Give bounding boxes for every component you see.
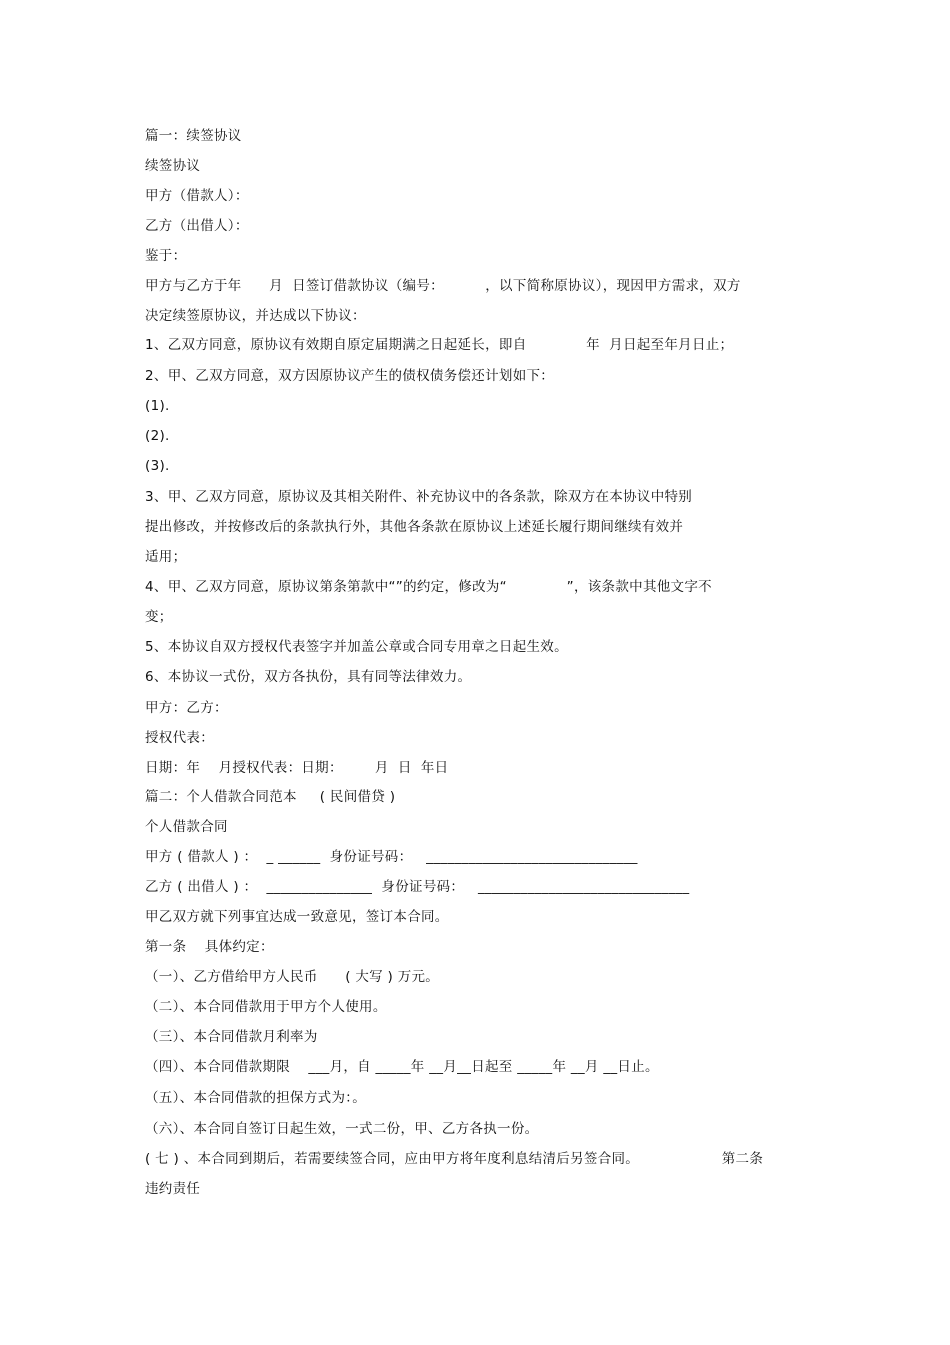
clause-3: 3、甲、乙双方同意，原协议及其相关附件、补充协议中的各条款，除双方在本协议中特别 [145,489,693,505]
clause-3-cont: 适用； [145,549,187,565]
article-two-title: 违约责任 [145,1181,201,1197]
term-2: （二）、本合同借款用于甲方个人使用。 [145,999,387,1015]
preamble-line: 甲乙双方就下列事宜达成一致意见，签订本合同。 [145,909,449,925]
signature-parties: 甲方：乙方： [145,700,228,716]
clause-5: 5、本协议自双方授权代表签字并加盖公章或合同专用章之日起生效。 [145,639,568,655]
lender-line: 乙方 ( 出借人 ) ： _______________ 身份证号码： ______________________________ [145,879,690,895]
term-4: （四）、本合同借款期限 ___月，自 _____年 __月__日起至 _____年 __月 __日止。 [145,1059,659,1075]
clause-4-cont: 变； [145,609,173,625]
party-a-line: 甲方（借款人）： [145,188,249,204]
whereas-label: 鉴于： [145,248,187,264]
plan-item-2: (2). [145,428,170,444]
clause-3-cont: 提出修改，并按修改后的条款执行外，其他各条款在原协议上述延长履行期间继续有效并 [145,519,684,535]
section-one-heading: 篇一：续签协议 [145,128,242,144]
party-b-line: 乙方（出借人）： [145,218,249,234]
term-5: （五）、本合同借款的担保方式为：。 [145,1090,367,1106]
term-6: （六）、本合同自签订日起生效，一式二份，甲、乙方各执一份。 [145,1121,539,1137]
article-one-heading: 第一条 具体约定： [145,939,274,955]
term-7: ( 七 ) 、本合同到期后，若需要续签合同，应由甲方将年度利息结清后另签合同。 第二条 [145,1151,764,1167]
authorized-rep: 授权代表： [145,730,214,746]
clause-6: 6、本协议一式份，双方各执份，具有同等法律效力。 [145,669,472,685]
paragraph-line: 决定续签原协议，并达成以下协议： [145,308,366,324]
agreement-title: 续签协议 [145,158,201,174]
borrower-line: 甲方 ( 借款人 ) ： _ ______ 身份证号码： ______________________________ [145,849,638,865]
clause-4: 4、甲、乙双方同意，原协议第条第款中“”的约定，修改为“ ”，该条款中其他文字不 [145,579,712,595]
clause-2: 2、甲、乙双方同意，双方因原协议产生的债权债务偿还计划如下： [145,368,555,384]
paragraph-line: 甲方与乙方于年 月 日签订借款协议（编号： ，以下简称原协议），现因甲方需求，双方 [145,278,741,294]
plan-item-1: (1). [145,398,170,414]
section-two-heading: 篇二：个人借款合同范本 ( 民间借贷 ) [145,789,396,805]
contract-title: 个人借款合同 [145,819,228,835]
signature-dates: 日期：年 月授权代表：日期： 月 日 年日 [145,760,449,776]
plan-item-3: (3). [145,458,170,474]
term-1: （一）、乙方借给甲方人民币 ( 大写 ) 万元。 [145,969,440,985]
clause-1: 1、乙双方同意，原协议有效期自原定届期满之日起延长，即自 年 月日起至年月日止； [145,337,734,353]
term-3: （三）、本合同借款月利率为 [145,1029,318,1045]
